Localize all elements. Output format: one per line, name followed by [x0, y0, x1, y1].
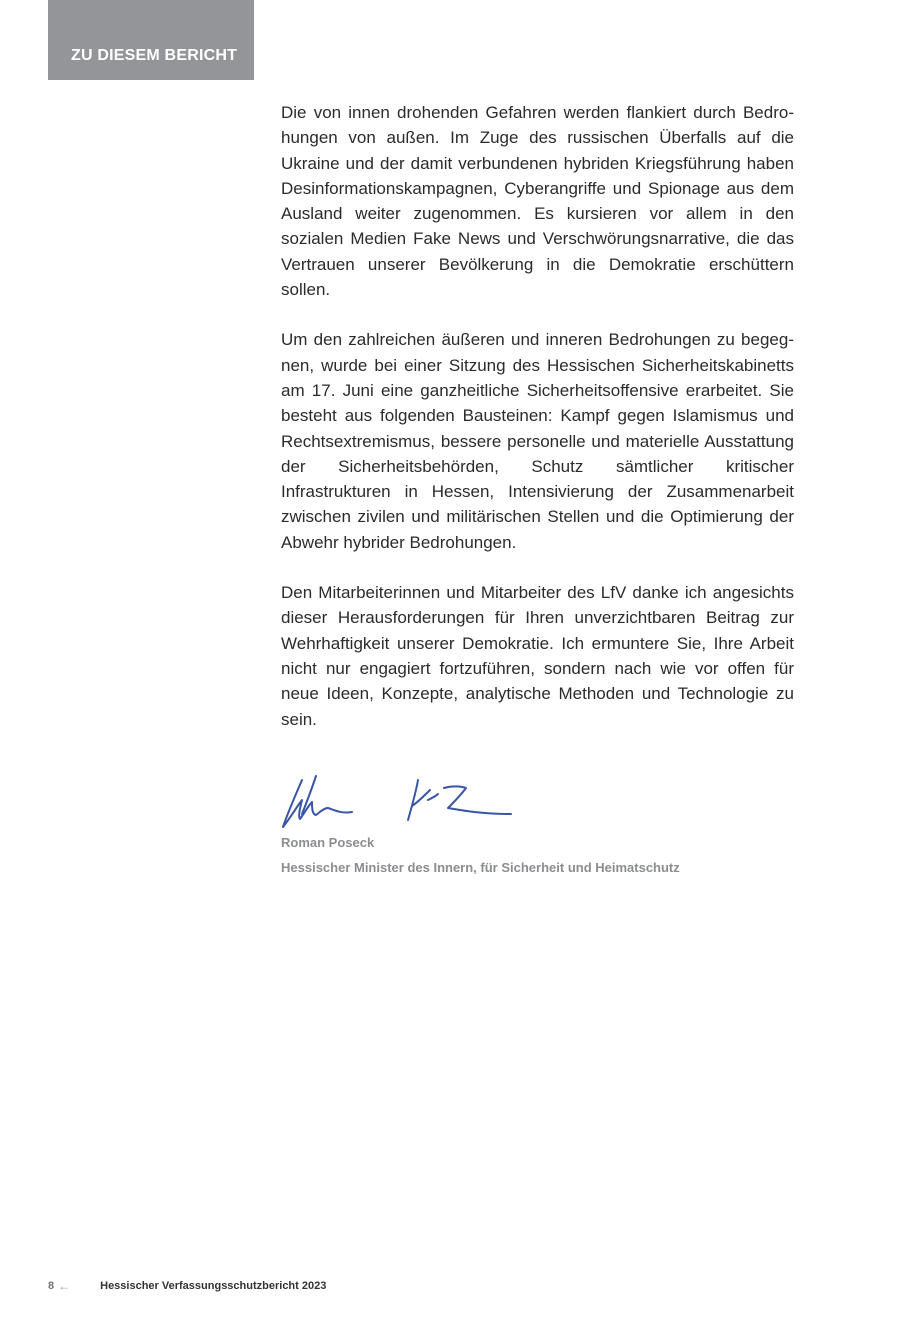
section-tab	[48, 0, 254, 80]
signatory-name: Roman Poseck	[281, 835, 375, 850]
paragraph-3: Den Mitarbeiterinnen und Mitarbeiter des LfV danke ich angesichts dieser Herausforderungen für Ihren unverzichtbaren Beitrag zur Wehrhaftigkeit unserer Demokratie. Ich ermuntere Sie, Ihre Arbeit nicht nur engagiert fortzuführen, sondern nach wie vor offen für neue Ideen, Konzepte, analytische Methoden und Technologie zu sein.	[281, 583, 794, 729]
arrow-left-icon[interactable]: ←	[58, 1279, 71, 1293]
paragraph-1: Die von innen drohenden Gefahren werden flankiert durch Bedrohungen von außen. Im Zuge des russischen Überfalls auf die Ukraine und der damit verbundenen hybriden Kriegsführung haben Desinformationskampagnen, Cyberangriffe und Spionage aus dem Ausland weiter zugenommen. Es kursieren vor allem in den sozialen Medien Fake News und Verschwörungsnarrative, die das Vertrauen unserer Bevölkerung in die Demokratie erschüttern sollen.	[281, 103, 794, 300]
report-title: Hessischer Verfassungsschutzbericht 2023	[100, 1280, 327, 1292]
section-tab-label: ZU DIESEM BERICHT	[71, 47, 238, 64]
page-number: 8	[48, 1280, 55, 1292]
page-footer	[48, 1279, 326, 1293]
paragraph-2: Um den zahlreichen äußeren und inneren Bedrohungen zu begegnen, wurde bei einer Sitzung des Hessischen Sicherheitskabinetts am 17. Juni eine ganzheitliche Sicherheitsoffensive erarbeitet. Sie besteht aus folgenden Bausteinen: Kampf gegen Islamismus und Rechtsextremismus, bessere personelle und materielle Ausstattung der Sicherheitsbehörden, Schutz sämtlicher kritischer Infrastrukturen in Hessen, Intensivierung der Zusammenarbeit zwischen zivilen und militärischen Stellen und die Optimierung der Abwehr hybrider Bedrohungen.	[281, 330, 794, 552]
body-text	[281, 100, 794, 757]
signature-image	[280, 772, 516, 834]
signatory-role: Hessischer Minister des Innern, für Sicherheit und Heimatschutz	[281, 860, 680, 875]
